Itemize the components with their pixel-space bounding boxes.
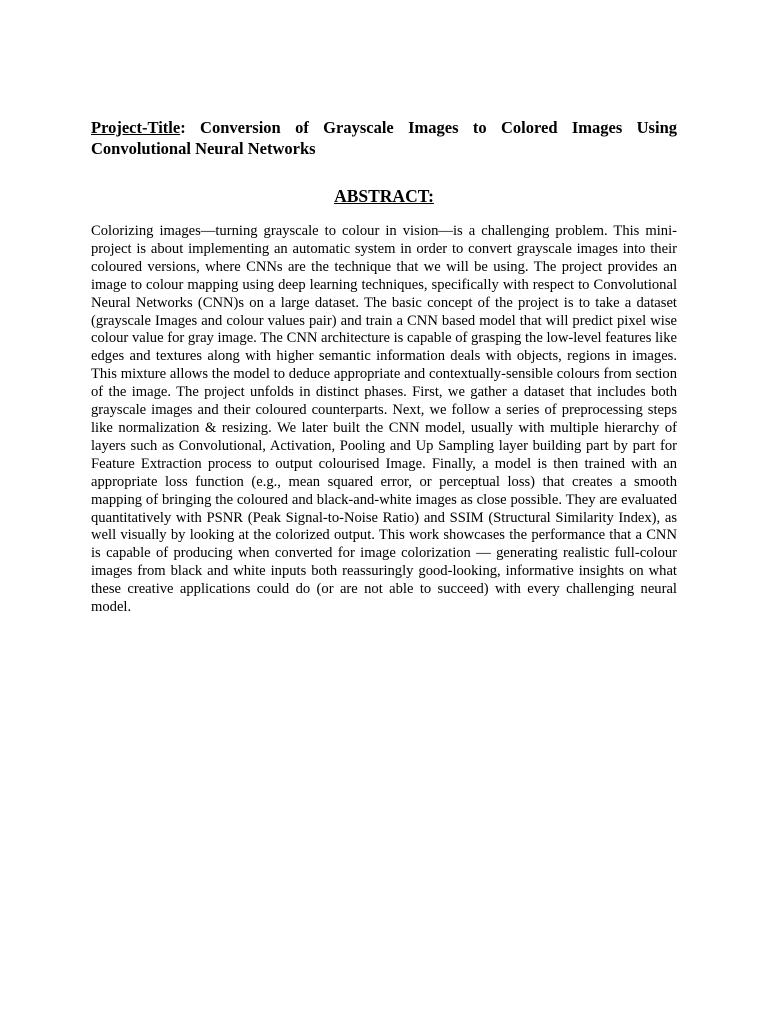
project-title-text: Conversion of Grayscale Images to Colored Images Using Convolutional Neural Networks xyxy=(91,118,677,158)
abstract-heading: ABSTRACT: xyxy=(334,186,434,206)
project-title-separator: : xyxy=(180,118,201,137)
abstract-paragraph: Colorizing images—turning grayscale to colour in vision—is a challenging problem. This mini-project is about implementing an automatic system in order to convert grayscale images into their coloured versions, where CNNs are the technique that we will be using. The project provides an image to colour mapping using deep learning techniques, specifically with respect to Convolutional Neural Networks (CNN)s on a large dataset. The basic concept of the project is to take a dataset (grayscale Images and colour values pair) and train a CNN based model that will predict pixel wise colour value for gray image. The CNN architecture is capable of grasping the low-level features like edges and textures along with higher semantic information deals with objects, regions in images. This mixture allows the model to deduce appropriate and contextually-sensible colours from section of the image. The project unfolds in distinct phases. First, we gather a dataset that includes both grayscale images and their coloured counterparts. Next, we follow a series of preprocessing steps like normalization & resizing. We later built the CNN model, usually with multiple hierarchy of layers such as Convolutional, Activation, Pooling and Up Sampling layer building part by part for Feature Extraction process to output colourised Image. Finally, a model is then trained with an appropriate loss function (e.g., mean squared error, or perceptual loss) that creates a smooth mapping of bringing the coloured and black-and-white images as close possible. They are evaluated quantitatively with PSNR (Peak Signal-to-Noise Ratio) and SSIM (Structural Similarity Index), as well visually by looking at the colorized output. This work showcases the performance that a CNN is capable of producing when converted for image colorization — generating realistic full-colour images from black and white inputs both reassuringly good-looking, informative insights on what these creative applications could do (or are not able to succeed) with every challenging neural model. xyxy=(91,223,677,616)
project-title xyxy=(91,117,677,159)
project-title-label: Project-Title xyxy=(91,118,181,137)
